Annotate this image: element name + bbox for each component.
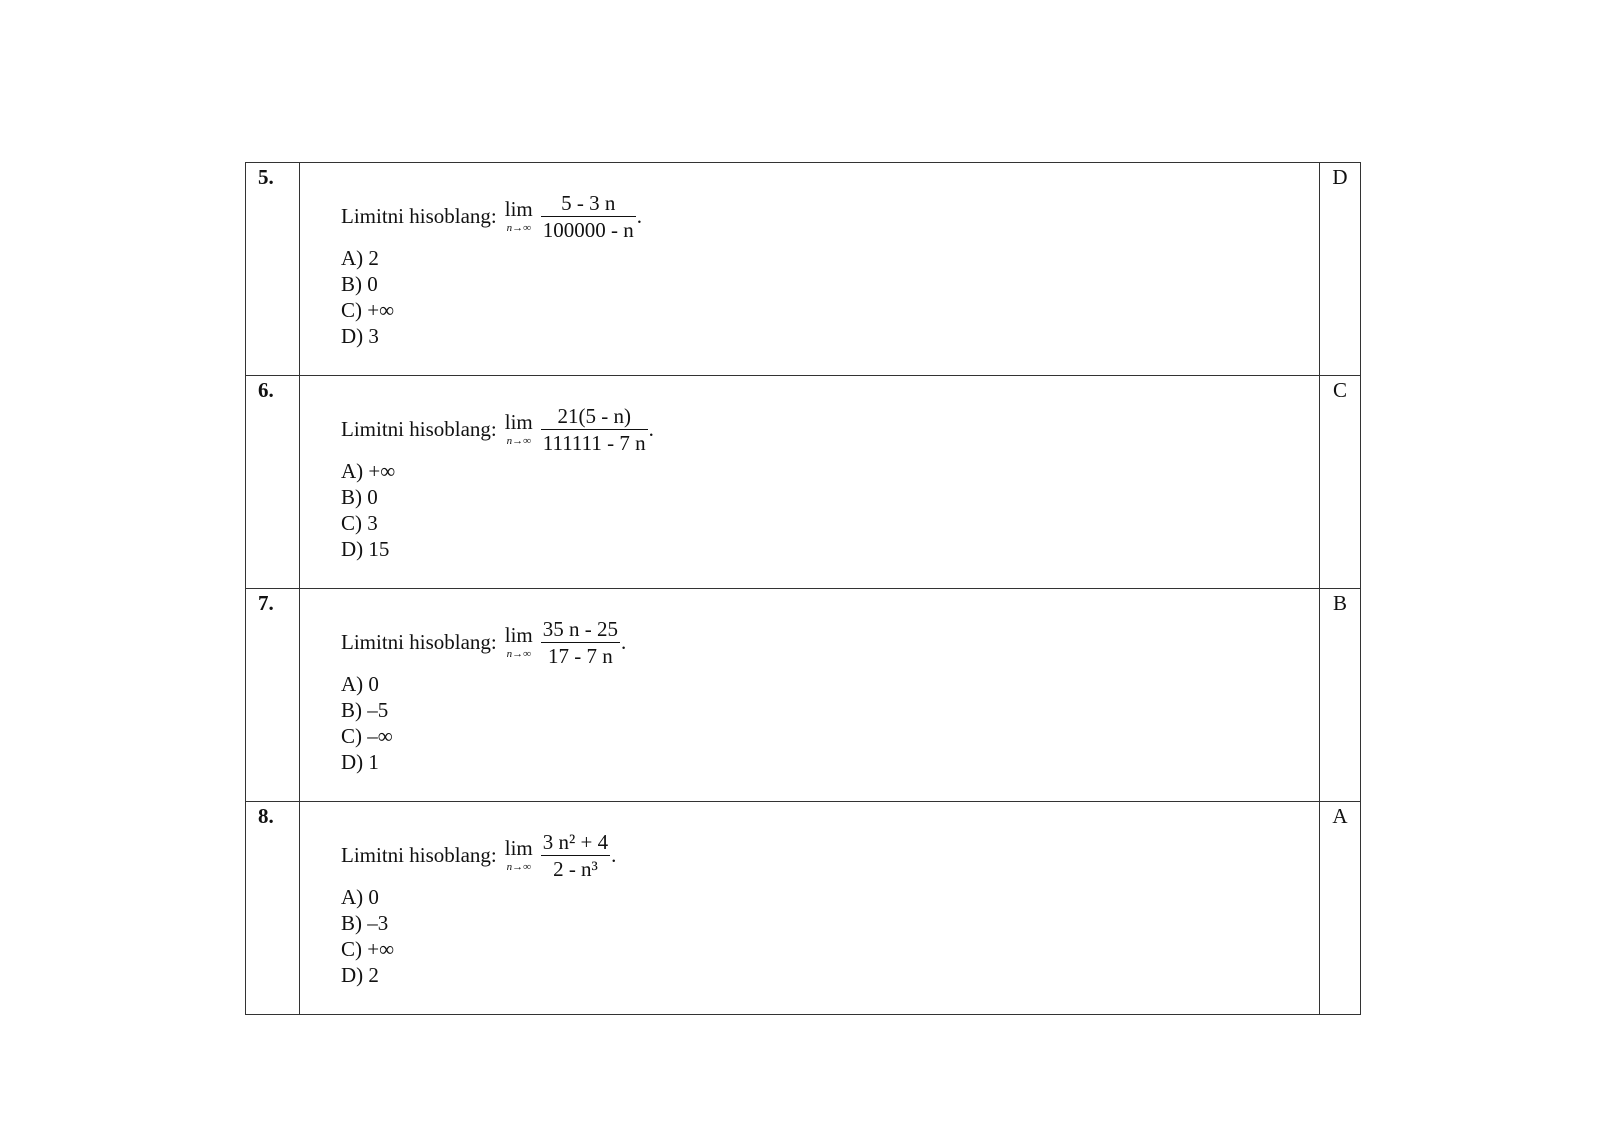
limit-word: lim	[504, 197, 533, 221]
question-row	[246, 376, 1361, 589]
question-number-cell	[246, 802, 300, 1015]
question-body	[300, 376, 1319, 562]
question-prompt: Limitni hisoblang:	[341, 842, 497, 867]
stem-period: .	[636, 203, 643, 228]
fraction-numerator: 5 - 3 n	[561, 190, 616, 215]
question-body	[300, 589, 1319, 775]
limit-subscript: n→∞	[506, 222, 531, 234]
question-row	[246, 802, 1361, 1015]
question-body	[300, 163, 1319, 349]
option-a: A) +∞	[341, 459, 396, 483]
fraction-denominator: 111111 - 7 n	[542, 430, 646, 455]
question-body-cell	[300, 163, 1320, 376]
limit-fraction	[541, 190, 636, 243]
option-a: A) 0	[341, 672, 379, 696]
limit-fraction	[541, 403, 648, 456]
limit-subscript: n→∞	[506, 435, 531, 447]
option-c: C) –∞	[341, 724, 393, 748]
option-b: B) 0	[341, 485, 378, 509]
option-d: D) 3	[341, 324, 379, 348]
stem-period: .	[648, 416, 654, 441]
question-number: 7.	[258, 591, 274, 615]
questions-table	[245, 162, 1361, 1015]
question-number-cell	[246, 163, 300, 376]
option-a: A) 2	[341, 246, 379, 270]
stem-period: .	[611, 842, 617, 867]
answer-key-cell	[1320, 376, 1361, 589]
question-stem	[341, 615, 1319, 669]
question-row	[246, 163, 1361, 376]
answer-options	[341, 458, 1319, 562]
option-b: B) –5	[341, 698, 389, 722]
fraction-numerator: 35 n - 25	[542, 616, 619, 641]
question-body-cell	[300, 802, 1320, 1015]
question-row	[246, 589, 1361, 802]
question-number: 6.	[258, 378, 274, 402]
question-number: 8.	[258, 804, 274, 828]
question-prompt: Limitni hisoblang:	[341, 629, 497, 654]
limit-operator	[505, 198, 533, 234]
limit-fraction	[541, 829, 610, 882]
question-number-cell	[246, 376, 300, 589]
option-d: D) 1	[341, 750, 379, 774]
option-c: C) +∞	[341, 298, 395, 322]
fraction-denominator: 100000 - n	[542, 217, 634, 242]
fraction-denominator: 2 - n³	[553, 856, 598, 881]
question-body-cell	[300, 589, 1320, 802]
limit-word: lim	[504, 623, 533, 647]
question-number: 5.	[258, 165, 274, 189]
stem-period: .	[621, 629, 627, 654]
answer-options	[341, 671, 1319, 775]
limit-fraction	[541, 616, 620, 669]
question-prompt: Limitni hisoblang:	[341, 416, 497, 441]
limit-word: lim	[504, 836, 533, 860]
question-body	[300, 802, 1319, 988]
limit-word: lim	[504, 410, 533, 434]
fraction-numerator: 21(5 - n)	[557, 403, 631, 428]
answer-key: C	[1332, 378, 1347, 402]
option-b: B) 0	[341, 272, 378, 296]
question-stem	[341, 402, 1319, 456]
question-number-cell	[246, 589, 300, 802]
question-prompt: Limitni hisoblang:	[341, 203, 497, 228]
option-d: D) 2	[341, 963, 379, 987]
question-stem	[341, 828, 1319, 882]
answer-key: D	[1332, 165, 1348, 189]
answer-options	[341, 884, 1319, 988]
limit-operator	[505, 411, 533, 447]
answer-key: A	[1332, 804, 1348, 828]
answer-key: B	[1332, 591, 1347, 615]
question-sheet	[245, 162, 1359, 1015]
answer-key-cell	[1320, 589, 1361, 802]
option-b: B) –3	[341, 911, 389, 935]
fraction-denominator: 17 - 7 n	[548, 643, 613, 668]
limit-subscript: n→∞	[506, 861, 531, 873]
limit-subscript: n→∞	[506, 648, 531, 660]
option-d: D) 15	[341, 537, 390, 561]
option-a: A) 0	[341, 885, 379, 909]
option-c: C) 3	[341, 511, 378, 535]
question-stem	[341, 189, 1319, 243]
limit-operator	[505, 624, 533, 660]
fraction-numerator: 3 n² + 4	[542, 829, 609, 854]
answer-options	[341, 245, 1319, 349]
answer-key-cell	[1320, 163, 1361, 376]
question-body-cell	[300, 376, 1320, 589]
option-c: C) +∞	[341, 937, 395, 961]
answer-key-cell	[1320, 802, 1361, 1015]
limit-operator	[505, 837, 533, 873]
